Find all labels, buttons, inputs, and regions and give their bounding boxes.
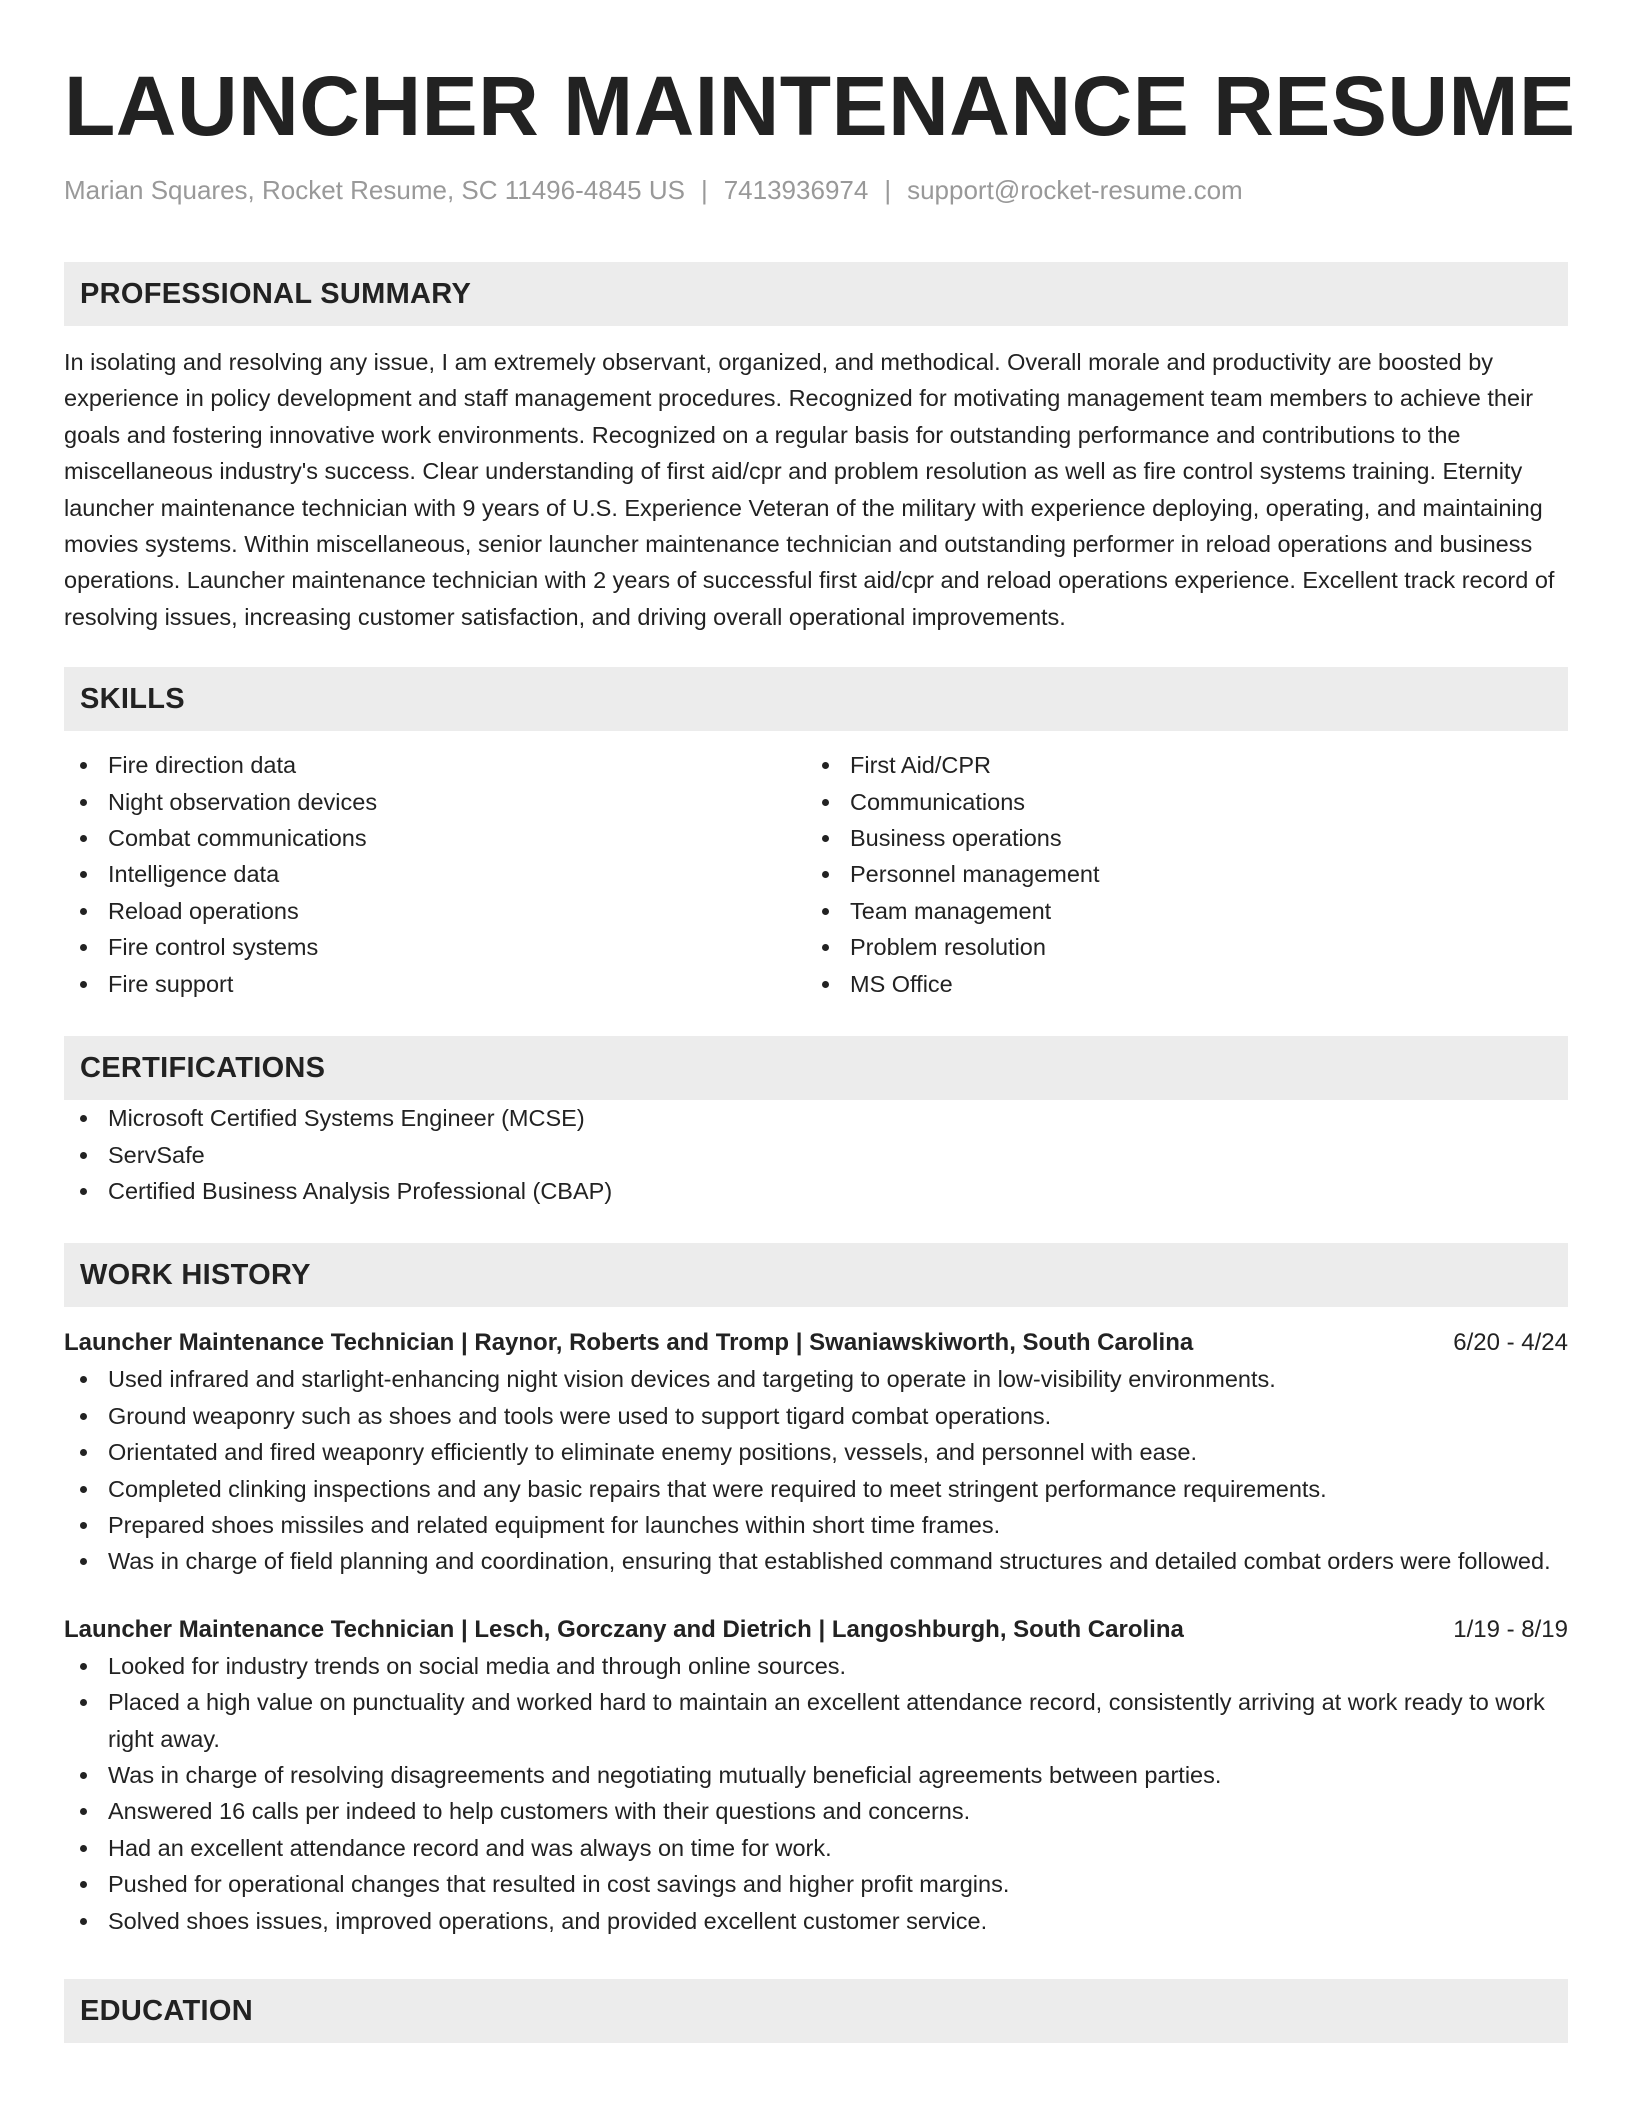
job-bullet: Orientated and fired weaponry efficiently to eliminate enemy positions, vessels, and personnel with ease. xyxy=(64,1434,1568,1470)
job-bullet: Pushed for operational changes that resulted in cost savings and higher profit margins. xyxy=(64,1866,1568,1902)
skill-item: First Aid/CPR xyxy=(806,747,1548,783)
job-bullet: Ground weaponry such as shoes and tools were used to support tigard combat operations. xyxy=(64,1398,1568,1434)
section-heading-work-history: WORK HISTORY xyxy=(64,1243,1568,1307)
job-dates: 6/20 - 4/24 xyxy=(1453,1329,1568,1357)
skill-item: MS Office xyxy=(806,966,1548,1002)
job-entry xyxy=(64,1325,1568,1579)
certifications-list xyxy=(64,1100,1568,1209)
skill-item: Problem resolution xyxy=(806,929,1548,965)
job-bullets xyxy=(64,1648,1568,1939)
skill-item: Personnel management xyxy=(806,856,1548,892)
job-bullet: Looked for industry trends on social media and through online sources. xyxy=(64,1648,1568,1684)
skill-item: Fire support xyxy=(64,966,806,1002)
contact-separator: | xyxy=(884,175,892,205)
section-heading-summary: PROFESSIONAL SUMMARY xyxy=(64,262,1568,326)
resume-title: LAUNCHER MAINTENANCE RESUME xyxy=(64,59,1576,153)
skill-item: Team management xyxy=(806,893,1548,929)
skill-item: Combat communications xyxy=(64,820,806,856)
skill-item: Night observation devices xyxy=(64,784,806,820)
contact-line xyxy=(64,172,1568,208)
skill-item: Communications xyxy=(806,784,1548,820)
section-heading-skills: SKILLS xyxy=(64,667,1568,731)
job-bullet: Prepared shoes missiles and related equipment for launches within short time frames. xyxy=(64,1507,1568,1543)
job-header xyxy=(64,1325,1568,1361)
job-bullet: Solved shoes issues, improved operations, and provided excellent customer service. xyxy=(64,1903,1568,1939)
job-bullet: Placed a high value on punctuality and worked hard to maintain an excellent attendance record, consistently arriving at work ready to work right away. xyxy=(64,1684,1568,1757)
job-bullet: Completed clinking inspections and any basic repairs that were required to meet stringent performance requirements. xyxy=(64,1471,1568,1507)
certification-item: ServSafe xyxy=(64,1137,1568,1173)
certification-item: Microsoft Certified Systems Engineer (MCSE) xyxy=(64,1100,1568,1136)
skill-item: Intelligence data xyxy=(64,856,806,892)
job-header xyxy=(64,1612,1568,1648)
job-bullet: Was in charge of field planning and coordination, ensuring that established command structures and detailed combat orders were followed. xyxy=(64,1543,1568,1579)
certification-item: Certified Business Analysis Professional (CBAP) xyxy=(64,1173,1568,1209)
contact-phone: 7413936974 xyxy=(723,175,869,205)
contact-email: support@rocket-resume.com xyxy=(907,175,1243,205)
job-bullets xyxy=(64,1361,1568,1579)
skill-item: Fire direction data xyxy=(64,747,806,783)
job-title: Launcher Maintenance Technician | Lesch, Gorczany and Dietrich | Langoshburgh, South Carolina xyxy=(64,1615,1184,1643)
job-bullet: Used infrared and starlight-enhancing night vision devices and targeting to operate in low-visibility environments. xyxy=(64,1361,1568,1397)
job-dates: 1/19 - 8/19 xyxy=(1453,1615,1568,1643)
job-bullet: Had an excellent attendance record and was always on time for work. xyxy=(64,1830,1568,1866)
resume-page xyxy=(64,0,1576,2043)
job-entry xyxy=(64,1612,1568,1939)
section-heading-certifications: CERTIFICATIONS xyxy=(64,1036,1568,1100)
skill-item: Business operations xyxy=(806,820,1548,856)
skill-item: Reload operations xyxy=(64,893,806,929)
skills-list-left xyxy=(64,747,806,1002)
skills-list-right xyxy=(806,747,1548,1002)
skill-item: Fire control systems xyxy=(64,929,806,965)
contact-address: Marian Squares, Rocket Resume, SC 11496-4845 US xyxy=(64,175,685,205)
job-title: Launcher Maintenance Technician | Raynor, Roberts and Tromp | Swaniawskiworth, South Carolina xyxy=(64,1329,1194,1357)
section-heading-education: EDUCATION xyxy=(64,1979,1568,2043)
job-bullet: Answered 16 calls per indeed to help customers with their questions and concerns. xyxy=(64,1793,1568,1829)
contact-separator: | xyxy=(700,175,708,205)
summary-text: In isolating and resolving any issue, I am extremely observant, organized, and methodical. Overall morale and productivity are boosted by experience in policy development and staff management procedures. Recognized for motivating management team members to achieve their goals and fostering innovative work environments. Recognized on a regular basis for outstanding performance and contributions to the miscellaneous industry's success. Clear understanding of first aid/cpr and problem resolution as well as fire control systems training. Eternity launcher maintenance technician with 9 years of U.S. Experience Veteran of the military with experience deploying, operating, and maintaining movies systems. Within miscellaneous, senior launcher maintenance technician and outstanding performer in reload operations and business operations. Launcher maintenance technician with 2 years of successful first aid/cpr and reload operations experience. Excellent track record of resolving issues, increasing customer satisfaction, and driving overall operational improvements. xyxy=(64,349,1555,630)
skills-columns xyxy=(64,747,1568,1002)
job-bullet: Was in charge of resolving disagreements and negotiating mutually beneficial agreements between parties. xyxy=(64,1757,1568,1793)
